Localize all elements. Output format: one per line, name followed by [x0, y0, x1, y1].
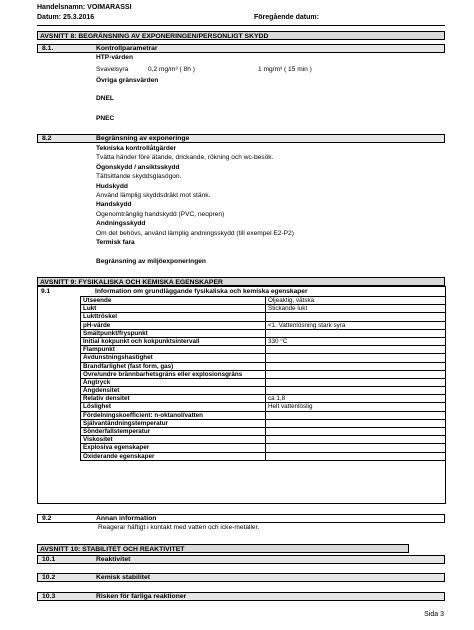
- property-value: Oljeaktig, vätska: [266, 297, 446, 305]
- measure-heading: Handskydd: [96, 201, 132, 209]
- subsection-9-1-label: Information om grundläggande fysikaliska och kemiska egenskaper: [95, 288, 308, 295]
- table-row: [81, 346, 446, 354]
- property-name: Lukt: [81, 305, 266, 313]
- section-10-title: AVSNITT 10: STABILITET OCH REAKTIVITET: [37, 544, 409, 553]
- table-row: [81, 305, 446, 313]
- subsection-number: 8.2: [42, 135, 52, 142]
- property-name: Övre/undre brännbarhetsgräns eller explosionsgräns: [81, 370, 266, 378]
- substance-name: Svavelsyra: [96, 66, 129, 73]
- htp-values-label: HTP-värden: [96, 54, 134, 61]
- limit-15min: 1 mg/m³ ( 15 min ): [258, 66, 312, 73]
- measure-text: Tvätta händer före ätande, drickande, rökning och wc-besök.: [96, 154, 274, 162]
- subsection-label: Kemisk stabilitet: [96, 574, 151, 581]
- property-value: [266, 419, 446, 427]
- measure-text: Om det behövs, använd lämplig andningsskydd (till exempel E2-P2): [96, 229, 294, 237]
- table-row: [81, 452, 446, 460]
- property-name: Fördelningskoefficient: n-oktanol/vatten: [81, 411, 266, 419]
- previous-date: Föregående datum:: [254, 14, 319, 21]
- property-value: [266, 354, 446, 362]
- property-name: Initial kokpunkt och kokpunktsintervall: [81, 337, 266, 345]
- subsection-label: Risken för farliga reaktioner: [96, 593, 187, 600]
- measure-heading: Termisk fara: [96, 239, 135, 246]
- property-value: [266, 370, 446, 378]
- property-name: Oxiderande egenskaper: [81, 452, 266, 460]
- property-name: Ångdensitet: [81, 387, 266, 395]
- property-name: Lukttröskel: [81, 313, 266, 321]
- page-number: Sida 3: [424, 611, 444, 618]
- property-name: Utseende: [81, 297, 266, 305]
- subsection-10-2: [37, 573, 445, 582]
- property-name: Viskositet: [81, 436, 266, 444]
- measure-heading: Hudskydd: [96, 182, 128, 190]
- table-row: [81, 329, 446, 337]
- subsection-label: Kontrollparametrar: [96, 45, 158, 52]
- property-name: Självantändningstemperatur: [81, 419, 266, 427]
- table-row: [81, 395, 446, 403]
- dnel-label: DNEL: [96, 95, 114, 102]
- table-row: [81, 321, 446, 329]
- subsection-number: 10.1: [42, 556, 56, 563]
- document-date: Datum: 25.3.2016: [37, 14, 95, 21]
- measure-heading: Tekniska kontrollåtgärder: [96, 145, 177, 152]
- subsection-label: Begränsning av exponeringe: [96, 135, 190, 142]
- property-name: pH-värde: [81, 321, 266, 329]
- table-row: [81, 444, 446, 452]
- table-row: [81, 297, 446, 305]
- property-value: [266, 329, 446, 337]
- other-limits-label: Övriga gränsvärden: [96, 77, 159, 84]
- measure-heading: Andningsskydd: [96, 220, 146, 228]
- property-name: Avdunstningshastighet: [81, 354, 266, 362]
- subsection-number: 9.2: [42, 515, 52, 522]
- property-name: Explosiva egenskaper: [81, 444, 266, 452]
- property-value: [266, 444, 446, 452]
- property-name: Brandfarlighet (fast form, gas): [81, 362, 266, 370]
- measure-text: Tättsittande skyddsglasögon.: [96, 173, 182, 181]
- property-value: [266, 411, 446, 419]
- property-value: ca 1,8: [266, 395, 446, 403]
- property-value: 330 °C: [266, 337, 446, 345]
- table-row: [81, 378, 446, 386]
- property-value: [266, 378, 446, 386]
- table-row: [81, 362, 446, 370]
- subsection-number: 10.3: [42, 593, 56, 600]
- property-name: Flampunkt: [81, 346, 266, 354]
- measure-heading: Begränsning av miljöexponeringen: [96, 257, 206, 265]
- subsection-8-1: [37, 44, 445, 53]
- trade-name: Handelsnamn: VOIMARASSI: [37, 4, 132, 11]
- property-name: Löslighet: [81, 403, 266, 411]
- subsection-10-3: [37, 592, 445, 601]
- table-row: [81, 436, 446, 444]
- property-value: [266, 362, 446, 370]
- property-value: [266, 387, 446, 395]
- table-row: [81, 411, 446, 419]
- property-name: Ångtryck: [81, 378, 266, 386]
- property-value: [266, 428, 446, 436]
- subsection-9-1-number: 9.1: [41, 288, 51, 295]
- section-8-title: AVSNITT 8: BEGRÄNSNING AV EXPONERINGEN/PERSONLIGT SKYDD: [37, 31, 445, 40]
- property-value: Stickande lukt: [266, 305, 446, 313]
- measure-text: Ogenomtränglig handskydd (PVC, neopren): [96, 210, 225, 218]
- section-9-title: AVSNITT 9: FYSIKALISKA OCH KEMISKA EGENSKAPER: [37, 277, 445, 286]
- table-row: [81, 313, 446, 321]
- subsection-9-2: [37, 514, 445, 523]
- measure-text: Använd lämplig skyddsdräkt mot stänk.: [96, 192, 211, 199]
- table-row: [81, 403, 446, 411]
- table-row: [81, 419, 446, 427]
- property-value: [266, 346, 446, 354]
- properties-table: [80, 296, 446, 461]
- subsection-number: 10.2: [42, 574, 56, 581]
- subsection-number: 8.1.: [42, 45, 54, 52]
- subsection-label: Reaktivitet: [96, 556, 131, 563]
- subsection-label: Annan information: [96, 515, 157, 522]
- subsection-10-1: [37, 555, 445, 564]
- property-value: <1. Vattenlösning stark syra: [266, 321, 446, 329]
- property-name: Smältpunkt/fryspunkt: [81, 329, 266, 337]
- table-row: [81, 370, 446, 378]
- table-row: [81, 387, 446, 395]
- property-value: [266, 452, 446, 460]
- limit-8h: 0,2 mg/m³ ( 8h ): [148, 66, 195, 73]
- other-information-text: Reagerar häftigt i kontakt med vatten och icke-metaller.: [98, 524, 260, 531]
- property-value: Helt vattenlöslig: [266, 403, 446, 411]
- property-value: [266, 436, 446, 444]
- table-row: [81, 354, 446, 362]
- table-row: [81, 428, 446, 436]
- pnec-label: PNEC: [96, 115, 115, 122]
- measure-heading: Ögonskydd / ansiktsskydd: [96, 163, 180, 171]
- subsection-8-2: [37, 134, 445, 143]
- table-row: [81, 337, 446, 345]
- property-name: Relativ densitet: [81, 395, 266, 403]
- property-name: Sönderfallstemperatur: [81, 428, 266, 436]
- header-divider: [37, 25, 445, 26]
- property-value: [266, 313, 446, 321]
